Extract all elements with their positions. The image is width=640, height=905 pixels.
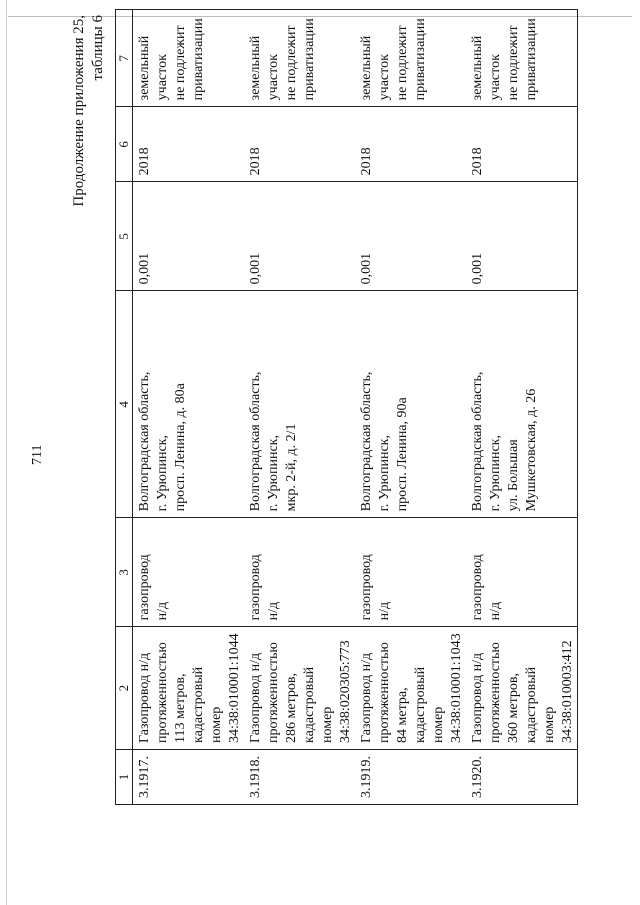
object-value: 0,001 <box>133 182 245 291</box>
header-col-6: 6 <box>116 107 133 182</box>
header-col-3: 3 <box>116 518 133 627</box>
property-register-table <box>115 9 578 805</box>
object-address: Волгоградская область, г. Урюпинск, просп. Ленина, 90а <box>355 291 466 518</box>
object-year: 2018 <box>355 107 466 182</box>
caption-line-2: таблицы 6 <box>90 15 106 81</box>
table-row <box>355 10 466 805</box>
row-number: 3.1918. <box>244 750 355 805</box>
object-name: Газопровод н/д протяженностью 84 метра, кадастровый номер 34:38:010001:1043 <box>355 627 466 750</box>
header-col-4: 4 <box>116 291 133 518</box>
caption-line-1: Продолжение приложения 25, <box>71 15 87 207</box>
object-year: 2018 <box>466 107 578 182</box>
object-name: Газопровод н/д протяженностью 113 метров, кадастровый номер 34:38:010001:1044 <box>133 627 245 750</box>
object-value: 0,001 <box>355 182 466 291</box>
object-value: 0,001 <box>466 182 578 291</box>
object-address: Волгоградская область, г. Урюпинск, просп. Ленина, д. 80а <box>133 291 245 518</box>
object-type: газопровод н/д <box>355 518 466 627</box>
object-name: Газопровод н/д протяженностью 360 метров, кадастровый номер 34:38:010003:412 <box>466 627 578 750</box>
row-number: 3.1917. <box>133 750 245 805</box>
object-name: Газопровод н/д протяженностью 286 метров, кадастровый номер 34:38:020305:773 <box>244 627 355 750</box>
object-type: газопровод н/д <box>244 518 355 627</box>
object-year: 2018 <box>133 107 245 182</box>
table-caption <box>70 15 108 255</box>
object-note: земельный участок не подлежит приватизации <box>244 10 355 107</box>
table-row <box>133 10 245 805</box>
object-address: Волгоградская область, г. Урюпинск, ул. Большая Мушкетовская, д. 26 <box>466 291 578 518</box>
object-note: земельный участок не подлежит приватизации <box>466 10 578 107</box>
table-row <box>244 10 355 805</box>
header-col-7: 7 <box>116 10 133 107</box>
header-col-1: 1 <box>116 750 133 805</box>
object-type: газопровод н/д <box>133 518 245 627</box>
object-note: земельный участок не подлежит приватизации <box>355 10 466 107</box>
table-row <box>466 10 578 805</box>
object-value: 0,001 <box>244 182 355 291</box>
object-address: Волгоградская область, г. Урюпинск, мкр. 2-й, д. 2/1 <box>244 291 355 518</box>
header-col-2: 2 <box>116 627 133 750</box>
header-col-5: 5 <box>116 182 133 291</box>
object-year: 2018 <box>244 107 355 182</box>
page-number: 711 <box>30 444 45 465</box>
table-header-row <box>116 10 133 805</box>
row-number: 3.1919. <box>355 750 466 805</box>
object-note: земельный участок не подлежит приватизации <box>133 10 245 107</box>
row-number: 3.1920. <box>466 750 578 805</box>
object-type: газопровод н/д <box>466 518 578 627</box>
